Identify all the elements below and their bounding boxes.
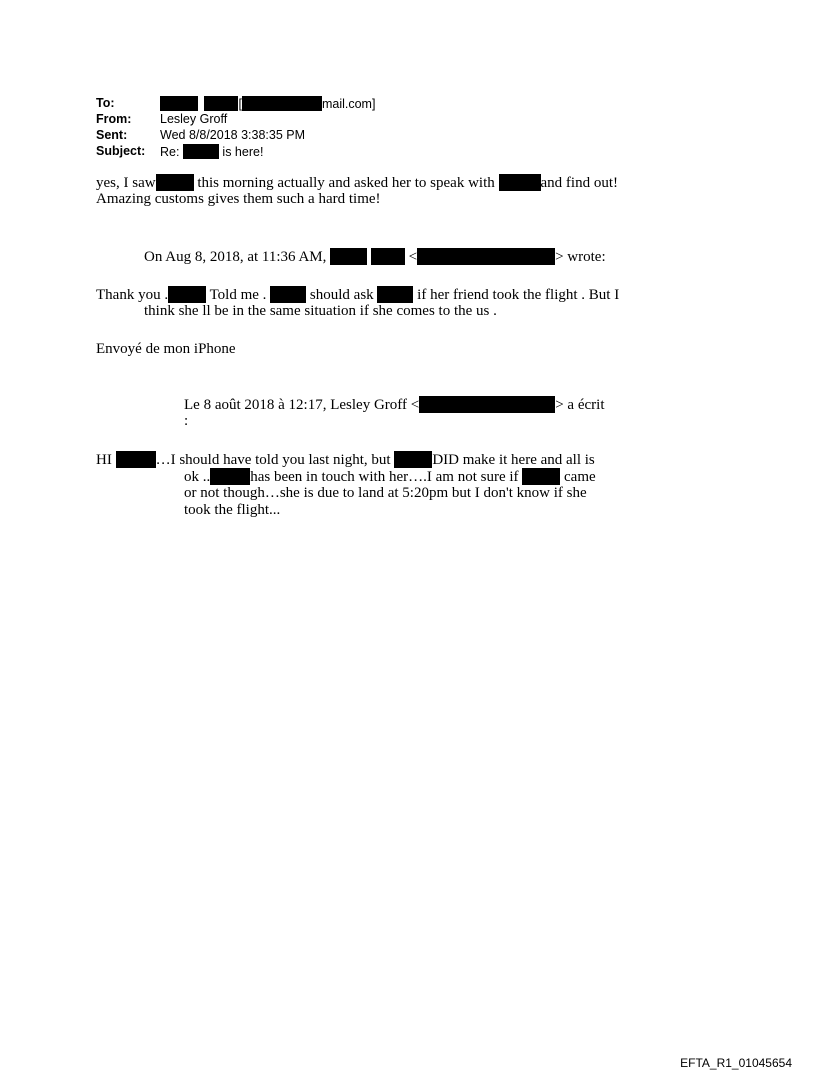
text: and find out! [540,175,618,191]
to-value [160,96,375,111]
redaction [499,174,541,191]
message-3-line-4: took the flight... [184,502,281,518]
message-3-line-3: or not though…she is due to land at 5:20pm but I don't know if she [184,485,587,501]
text: should ask [309,287,374,303]
text: Told me . [209,287,267,303]
sent-row [96,128,416,142]
redaction [168,286,206,303]
signature: Envoyé de mon iPhone [96,341,236,357]
text: < [408,249,418,265]
subject-value [160,144,263,159]
from-value: Lesley Groff [160,112,228,126]
redaction [242,96,322,111]
redaction [210,468,250,485]
quote-attribution-1 [144,248,606,266]
from-label: From: [96,112,132,126]
sent-label: Sent: [96,128,128,142]
text: has been in touch with her….I am not sure if [250,469,519,485]
redaction [160,96,198,111]
message-2-line-2: think she ll be in the same situation if she comes to the us . [144,303,497,319]
text: > a écrit [555,397,605,413]
redaction [330,248,367,265]
from-row [96,112,416,126]
to-row [96,96,416,110]
text: …I should have told you last night, but [155,452,391,468]
to-bracket: [ [238,97,242,111]
message-2-line-1 [96,286,619,304]
redaction [270,286,306,303]
redaction [522,468,560,485]
to-value-suffix: mail.com] [321,97,376,111]
subject-suffix: is here! [222,145,264,159]
text: if her friend took the flight . But I [417,287,620,303]
reply-line-2: Amazing customs gives them such a hard time! [96,191,381,207]
text: ok .. [184,469,211,485]
redaction [417,248,555,265]
redaction [371,248,405,265]
redaction [377,286,413,303]
redaction [116,451,156,468]
text: HI [96,452,112,468]
subject-label: Subject: [96,144,146,158]
redaction [419,396,555,413]
bates-number: EFTA_R1_01045654 [680,1056,792,1070]
text: this morning actually and asked her to speak with [197,175,495,191]
redaction [183,144,219,159]
quote-attribution-2 [184,396,604,414]
to-label: To: [96,96,115,110]
text: came [564,469,596,485]
text: Le 8 août 2018 à 12:17, Lesley Groff < [184,397,420,413]
message-3-line-1 [96,451,595,469]
message-3-line-2 [184,468,596,486]
redaction [394,451,432,468]
subject-prefix: Re: [160,145,180,159]
text: Thank you . [96,287,169,303]
text: On Aug 8, 2018, at 11:36 AM, [144,249,327,265]
quote-attribution-2-colon: : [184,413,189,429]
redaction [204,96,238,111]
text: > wrote: [555,249,606,265]
sent-value: Wed 8/8/2018 3:38:35 PM [160,128,306,142]
text: DID make it here and all is [432,452,595,468]
reply-line-1 [96,174,618,192]
text: yes, I saw [96,175,156,191]
redaction [156,174,194,191]
subject-row [96,144,416,158]
